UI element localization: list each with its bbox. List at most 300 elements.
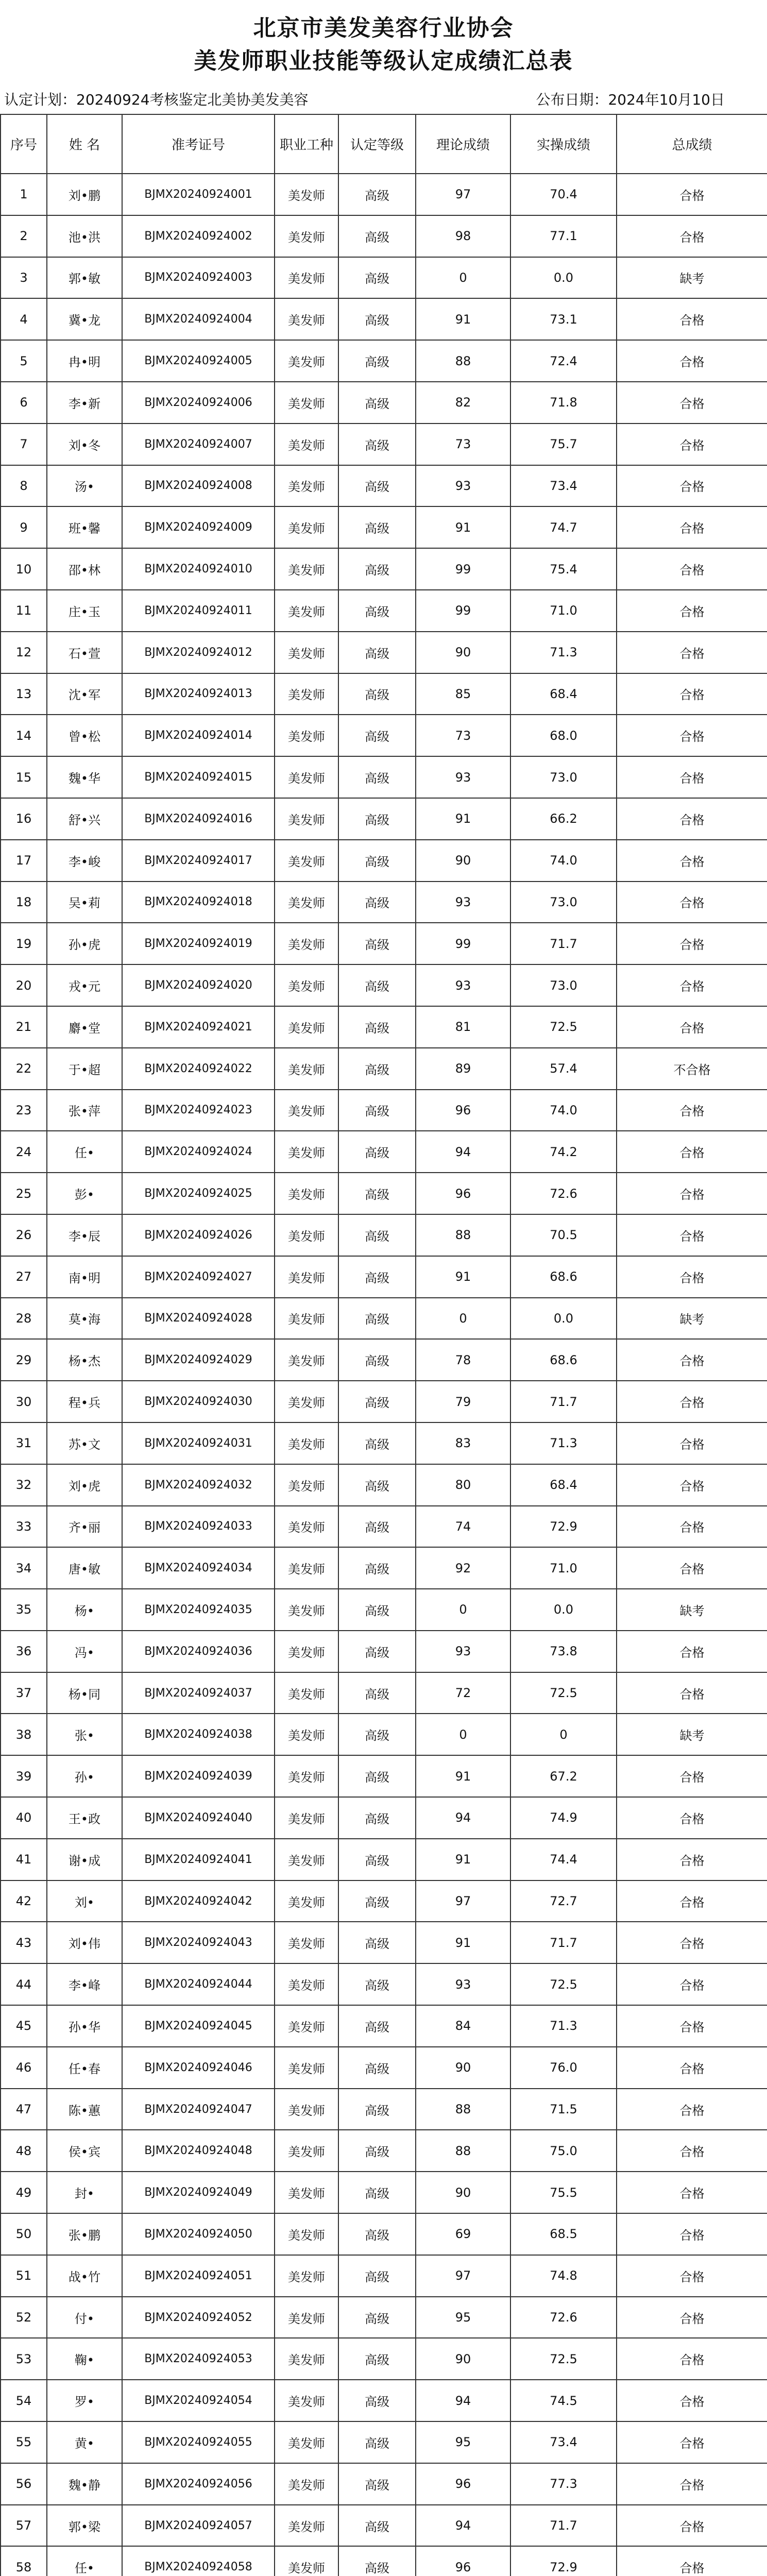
cell-index: 12 (1, 632, 47, 673)
table-row (1, 1381, 767, 1422)
cell-index: 50 (1, 2213, 47, 2255)
cell-level: 高级 (338, 2297, 416, 2338)
cell-occupation: 美发师 (275, 1672, 338, 1714)
cell-theory: 96 (416, 1173, 510, 1214)
cell-practical: 68.6 (510, 1256, 617, 1298)
cell-exam-id: BJMX20240924054 (122, 2380, 275, 2421)
cell-name: 张• (47, 1714, 122, 1755)
table-row (1, 465, 767, 507)
cell-total: 合格 (617, 1339, 767, 1381)
cell-total: 合格 (617, 1131, 767, 1173)
cell-name: 任•春 (47, 2047, 122, 2089)
header-row (1, 114, 767, 174)
table-row (1, 1755, 767, 1797)
col-header-name: 姓 名 (47, 114, 122, 174)
cell-occupation: 美发师 (275, 1963, 338, 2005)
cell-level: 高级 (338, 590, 416, 632)
cell-practical: 77.1 (510, 215, 617, 257)
cell-total: 不合格 (617, 1048, 767, 1090)
cell-level: 高级 (338, 923, 416, 964)
cell-total: 合格 (617, 1256, 767, 1298)
cell-theory: 88 (416, 2130, 510, 2172)
cell-index: 2 (1, 215, 47, 257)
cell-exam-id: BJMX20240924048 (122, 2130, 275, 2172)
table-row (1, 1214, 767, 1256)
table-row (1, 840, 767, 882)
cell-index: 44 (1, 1963, 47, 2005)
cell-exam-id: BJMX20240924028 (122, 1298, 275, 1340)
cell-practical: 74.5 (510, 2380, 617, 2421)
cell-practical: 68.4 (510, 1464, 617, 1506)
cell-exam-id: BJMX20240924037 (122, 1672, 275, 1714)
cell-practical: 71.0 (510, 590, 617, 632)
cell-index: 23 (1, 1090, 47, 1131)
cell-occupation: 美发师 (275, 1006, 338, 1048)
cell-exam-id: BJMX20240924008 (122, 465, 275, 507)
cell-level: 高级 (338, 340, 416, 382)
table-row (1, 1714, 767, 1755)
cell-theory: 99 (416, 590, 510, 632)
cell-exam-id: BJMX20240924009 (122, 506, 275, 548)
cell-total: 合格 (617, 1547, 767, 1589)
cell-practical: 72.7 (510, 1880, 617, 1922)
cell-index: 18 (1, 882, 47, 923)
cell-theory: 94 (416, 2380, 510, 2421)
cell-level: 高级 (338, 1339, 416, 1381)
cell-theory: 84 (416, 2005, 510, 2047)
table-row (1, 1506, 767, 1548)
table-body (1, 174, 767, 2576)
cell-level: 高级 (338, 1006, 416, 1048)
cell-theory: 85 (416, 673, 510, 715)
cell-total: 合格 (617, 964, 767, 1006)
col-header-index: 序号 (1, 114, 47, 174)
cell-total: 合格 (617, 2130, 767, 2172)
cell-level: 高级 (338, 506, 416, 548)
cell-exam-id: BJMX20240924003 (122, 257, 275, 299)
cell-occupation: 美发师 (275, 1422, 338, 1464)
cell-name: 冀•龙 (47, 298, 122, 340)
cell-total: 合格 (617, 1963, 767, 2005)
table-row (1, 2546, 767, 2576)
cell-theory: 79 (416, 1381, 510, 1422)
cell-practical: 71.7 (510, 2505, 617, 2547)
table-row (1, 1547, 767, 1589)
cell-total: 合格 (617, 1090, 767, 1131)
table-row (1, 382, 767, 423)
cell-level: 高级 (338, 2546, 416, 2576)
cell-total: 合格 (617, 1464, 767, 1506)
cell-exam-id: BJMX20240924026 (122, 1214, 275, 1256)
table-row (1, 1631, 767, 1672)
cell-practical: 66.2 (510, 798, 617, 840)
table-row (1, 1131, 767, 1173)
cell-practical: 73.0 (510, 964, 617, 1006)
table-row (1, 215, 767, 257)
cell-level: 高级 (338, 1464, 416, 1506)
table-row (1, 1298, 767, 1340)
cell-total: 合格 (617, 1797, 767, 1839)
cell-practical: 0 (510, 1714, 617, 1755)
cell-level: 高级 (338, 1880, 416, 1922)
cell-level: 高级 (338, 298, 416, 340)
cell-index: 32 (1, 1464, 47, 1506)
cell-level: 高级 (338, 715, 416, 756)
cell-occupation: 美发师 (275, 2505, 338, 2547)
table-row (1, 2130, 767, 2172)
cell-level: 高级 (338, 1547, 416, 1589)
cell-exam-id: BJMX20240924036 (122, 1631, 275, 1672)
cell-theory: 72 (416, 1672, 510, 1714)
cell-occupation: 美发师 (275, 1464, 338, 1506)
cell-name: 刘• (47, 1880, 122, 1922)
cell-occupation: 美发师 (275, 2338, 338, 2380)
cell-theory: 91 (416, 798, 510, 840)
cell-total: 合格 (617, 1631, 767, 1672)
cell-theory: 0 (416, 1589, 510, 1631)
cell-index: 29 (1, 1339, 47, 1381)
cell-level: 高级 (338, 2421, 416, 2463)
cell-index: 10 (1, 548, 47, 590)
cell-name: 封• (47, 2172, 122, 2213)
cell-level: 高级 (338, 1090, 416, 1131)
cell-total: 合格 (617, 715, 767, 756)
cell-exam-id: BJMX20240924056 (122, 2463, 275, 2505)
table-row (1, 1839, 767, 1880)
cell-exam-id: BJMX20240924002 (122, 215, 275, 257)
cell-exam-id: BJMX20240924042 (122, 1880, 275, 1922)
cell-level: 高级 (338, 756, 416, 798)
cell-occupation: 美发师 (275, 2255, 338, 2297)
table-row (1, 340, 767, 382)
cell-practical: 74.0 (510, 840, 617, 882)
table-row (1, 1006, 767, 1048)
cell-theory: 97 (416, 174, 510, 215)
cell-theory: 94 (416, 1131, 510, 1173)
cell-practical: 0.0 (510, 1589, 617, 1631)
cell-theory: 90 (416, 2047, 510, 2089)
cell-exam-id: BJMX20240924016 (122, 798, 275, 840)
cell-occupation: 美发师 (275, 715, 338, 756)
cell-name: 李•新 (47, 382, 122, 423)
cell-occupation: 美发师 (275, 1381, 338, 1422)
cell-total: 合格 (617, 1755, 767, 1797)
cell-index: 27 (1, 1256, 47, 1298)
cell-level: 高级 (338, 1214, 416, 1256)
cell-level: 高级 (338, 423, 416, 465)
cell-index: 54 (1, 2380, 47, 2421)
cell-theory: 93 (416, 465, 510, 507)
cell-exam-id: BJMX20240924022 (122, 1048, 275, 1090)
cell-level: 高级 (338, 2505, 416, 2547)
table-row (1, 1339, 767, 1381)
cell-practical: 72.5 (510, 1006, 617, 1048)
cell-name: 郭•敏 (47, 257, 122, 299)
cell-practical: 71.7 (510, 1381, 617, 1422)
cell-theory: 90 (416, 632, 510, 673)
cell-practical: 72.5 (510, 1672, 617, 1714)
cell-theory: 97 (416, 2255, 510, 2297)
cell-name: 陈•蕙 (47, 2089, 122, 2130)
cell-exam-id: BJMX20240924015 (122, 756, 275, 798)
cell-exam-id: BJMX20240924039 (122, 1755, 275, 1797)
cell-theory: 78 (416, 1339, 510, 1381)
cell-exam-id: BJMX20240924010 (122, 548, 275, 590)
cell-name: 鞠• (47, 2338, 122, 2380)
cell-theory: 95 (416, 2421, 510, 2463)
cell-level: 高级 (338, 2047, 416, 2089)
cell-level: 高级 (338, 2213, 416, 2255)
cell-theory: 83 (416, 1422, 510, 1464)
cell-total: 合格 (617, 1214, 767, 1256)
cell-name: 刘•伟 (47, 1922, 122, 1963)
col-header-exam-id: 准考证号 (122, 114, 275, 174)
cell-occupation: 美发师 (275, 2047, 338, 2089)
cell-name: 战•竹 (47, 2255, 122, 2297)
cell-exam-id: BJMX20240924018 (122, 882, 275, 923)
cell-name: 舒•兴 (47, 798, 122, 840)
cell-occupation: 美发师 (275, 2172, 338, 2213)
cell-name: 李•峰 (47, 1963, 122, 2005)
cell-index: 39 (1, 1755, 47, 1797)
cell-index: 52 (1, 2297, 47, 2338)
cell-level: 高级 (338, 1256, 416, 1298)
cell-total: 合格 (617, 756, 767, 798)
cell-exam-id: BJMX20240924012 (122, 632, 275, 673)
col-header-total: 总成绩 (617, 114, 767, 174)
cell-total: 缺考 (617, 1589, 767, 1631)
col-header-occupation: 职业工种 (275, 114, 338, 174)
cell-exam-id: BJMX20240924001 (122, 174, 275, 215)
cell-theory: 91 (416, 1839, 510, 1880)
table-row (1, 2297, 767, 2338)
cell-theory: 94 (416, 2505, 510, 2547)
cell-exam-id: BJMX20240924017 (122, 840, 275, 882)
cell-occupation: 美发师 (275, 1256, 338, 1298)
cell-total: 合格 (617, 1381, 767, 1422)
cell-occupation: 美发师 (275, 1755, 338, 1797)
cell-name: 孙• (47, 1755, 122, 1797)
table-row (1, 882, 767, 923)
cell-level: 高级 (338, 2255, 416, 2297)
cell-exam-id: BJMX20240924019 (122, 923, 275, 964)
cell-total: 合格 (617, 1006, 767, 1048)
cell-total: 合格 (617, 2546, 767, 2576)
cell-name: 杨• (47, 1589, 122, 1631)
cell-practical: 73.1 (510, 298, 617, 340)
cell-theory: 93 (416, 756, 510, 798)
cell-level: 高级 (338, 2463, 416, 2505)
cell-exam-id: BJMX20240924025 (122, 1173, 275, 1214)
cell-name: 郭•梁 (47, 2505, 122, 2547)
cell-occupation: 美发师 (275, 1048, 338, 1090)
cell-total: 合格 (617, 548, 767, 590)
cell-exam-id: BJMX20240924043 (122, 1922, 275, 1963)
cell-exam-id: BJMX20240924047 (122, 2089, 275, 2130)
table-row (1, 1256, 767, 1298)
table-row (1, 2089, 767, 2130)
title-report: 美发师职业技能等级认定成绩汇总表 (194, 48, 573, 74)
cell-total: 合格 (617, 2338, 767, 2380)
col-header-practical: 实操成绩 (510, 114, 617, 174)
cell-total: 合格 (617, 423, 767, 465)
table-row (1, 506, 767, 548)
cell-occupation: 美发师 (275, 756, 338, 798)
cell-theory: 69 (416, 2213, 510, 2255)
table-row (1, 1173, 767, 1214)
table-row (1, 964, 767, 1006)
table-row (1, 2380, 767, 2421)
cell-occupation: 美发师 (275, 1214, 338, 1256)
table-row (1, 2213, 767, 2255)
cell-index: 3 (1, 257, 47, 299)
cell-index: 51 (1, 2255, 47, 2297)
cell-name: 石•萱 (47, 632, 122, 673)
cell-index: 30 (1, 1381, 47, 1422)
cell-index: 36 (1, 1631, 47, 1672)
cell-name: 李•辰 (47, 1214, 122, 1256)
cell-level: 高级 (338, 548, 416, 590)
cell-exam-id: BJMX20240924027 (122, 1256, 275, 1298)
cell-index: 56 (1, 2463, 47, 2505)
cell-index: 4 (1, 298, 47, 340)
cell-index: 17 (1, 840, 47, 882)
cell-theory: 95 (416, 2297, 510, 2338)
cell-theory: 80 (416, 1464, 510, 1506)
cell-practical: 74.0 (510, 1090, 617, 1131)
cell-occupation: 美发师 (275, 964, 338, 1006)
cell-theory: 0 (416, 257, 510, 299)
cell-total: 缺考 (617, 257, 767, 299)
col-header-level: 认定等级 (338, 114, 416, 174)
cell-level: 高级 (338, 2005, 416, 2047)
cell-index: 22 (1, 1048, 47, 1090)
cell-level: 高级 (338, 1672, 416, 1714)
cell-practical: 74.7 (510, 506, 617, 548)
cell-level: 高级 (338, 1714, 416, 1755)
cell-exam-id: BJMX20240924050 (122, 2213, 275, 2255)
cell-level: 高级 (338, 632, 416, 673)
cell-occupation: 美发师 (275, 174, 338, 215)
cell-name: 苏•文 (47, 1422, 122, 1464)
cell-level: 高级 (338, 798, 416, 840)
cell-name: 魏•静 (47, 2463, 122, 2505)
cell-theory: 89 (416, 1048, 510, 1090)
cell-theory: 88 (416, 340, 510, 382)
cell-total: 合格 (617, 506, 767, 548)
cell-total: 合格 (617, 798, 767, 840)
cell-occupation: 美发师 (275, 298, 338, 340)
cell-name: 沈•军 (47, 673, 122, 715)
cell-index: 15 (1, 756, 47, 798)
cell-exam-id: BJMX20240924032 (122, 1464, 275, 1506)
cell-occupation: 美发师 (275, 2421, 338, 2463)
cell-practical: 73.8 (510, 1631, 617, 1672)
cell-level: 高级 (338, 673, 416, 715)
cell-level: 高级 (338, 1298, 416, 1340)
cell-name: 李•峻 (47, 840, 122, 882)
table-row (1, 2172, 767, 2213)
table-row (1, 2463, 767, 2505)
cell-theory: 91 (416, 1922, 510, 1963)
cell-total: 合格 (617, 1422, 767, 1464)
cell-level: 高级 (338, 1839, 416, 1880)
cell-exam-id: BJMX20240924013 (122, 673, 275, 715)
cell-name: 冯• (47, 1631, 122, 1672)
cell-theory: 0 (416, 1298, 510, 1340)
cell-occupation: 美发师 (275, 840, 338, 882)
cell-practical: 57.4 (510, 1048, 617, 1090)
cell-name: 戎•元 (47, 964, 122, 1006)
cell-level: 高级 (338, 2380, 416, 2421)
cell-exam-id: BJMX20240924011 (122, 590, 275, 632)
cell-occupation: 美发师 (275, 1090, 338, 1131)
cell-practical: 77.3 (510, 2463, 617, 2505)
cell-theory: 73 (416, 715, 510, 756)
cell-theory: 99 (416, 548, 510, 590)
cell-theory: 96 (416, 2546, 510, 2576)
cell-level: 高级 (338, 882, 416, 923)
cell-theory: 93 (416, 1631, 510, 1672)
cell-exam-id: BJMX20240924034 (122, 1547, 275, 1589)
cell-occupation: 美发师 (275, 2089, 338, 2130)
cell-total: 合格 (617, 2047, 767, 2089)
cell-name: 程•兵 (47, 1381, 122, 1422)
cell-level: 高级 (338, 1922, 416, 1963)
cell-exam-id: BJMX20240924049 (122, 2172, 275, 2213)
cell-practical: 73.0 (510, 882, 617, 923)
cell-occupation: 美发师 (275, 257, 338, 299)
cell-occupation: 美发师 (275, 882, 338, 923)
cell-theory: 81 (416, 1006, 510, 1048)
cell-occupation: 美发师 (275, 2546, 338, 2576)
cell-index: 20 (1, 964, 47, 1006)
cell-total: 合格 (617, 465, 767, 507)
cell-total: 合格 (617, 215, 767, 257)
cell-practical: 68.4 (510, 673, 617, 715)
cell-occupation: 美发师 (275, 1131, 338, 1173)
cell-exam-id: BJMX20240924038 (122, 1714, 275, 1755)
cell-exam-id: BJMX20240924004 (122, 298, 275, 340)
cell-practical: 73.0 (510, 756, 617, 798)
cell-index: 9 (1, 506, 47, 548)
cell-exam-id: BJMX20240924014 (122, 715, 275, 756)
cell-level: 高级 (338, 1589, 416, 1631)
title-association: 北京市美发美容行业协会 (253, 15, 514, 41)
cell-index: 48 (1, 2130, 47, 2172)
cell-practical: 74.8 (510, 2255, 617, 2297)
cell-exam-id: BJMX20240924030 (122, 1381, 275, 1422)
cell-index: 57 (1, 2505, 47, 2547)
cell-index: 47 (1, 2089, 47, 2130)
cell-practical: 71.3 (510, 2005, 617, 2047)
cell-name: 曾•松 (47, 715, 122, 756)
cell-practical: 75.0 (510, 2130, 617, 2172)
cell-occupation: 美发师 (275, 2297, 338, 2338)
table-row (1, 548, 767, 590)
cell-level: 高级 (338, 2089, 416, 2130)
cell-theory: 98 (416, 215, 510, 257)
cell-occupation: 美发师 (275, 1589, 338, 1631)
cell-total: 合格 (617, 340, 767, 382)
cell-total: 合格 (617, 1922, 767, 1963)
cell-occupation: 美发师 (275, 423, 338, 465)
cell-practical: 72.5 (510, 1963, 617, 2005)
cell-occupation: 美发师 (275, 1922, 338, 1963)
cell-level: 高级 (338, 465, 416, 507)
cell-exam-id: BJMX20240924024 (122, 1131, 275, 1173)
table-row (1, 590, 767, 632)
